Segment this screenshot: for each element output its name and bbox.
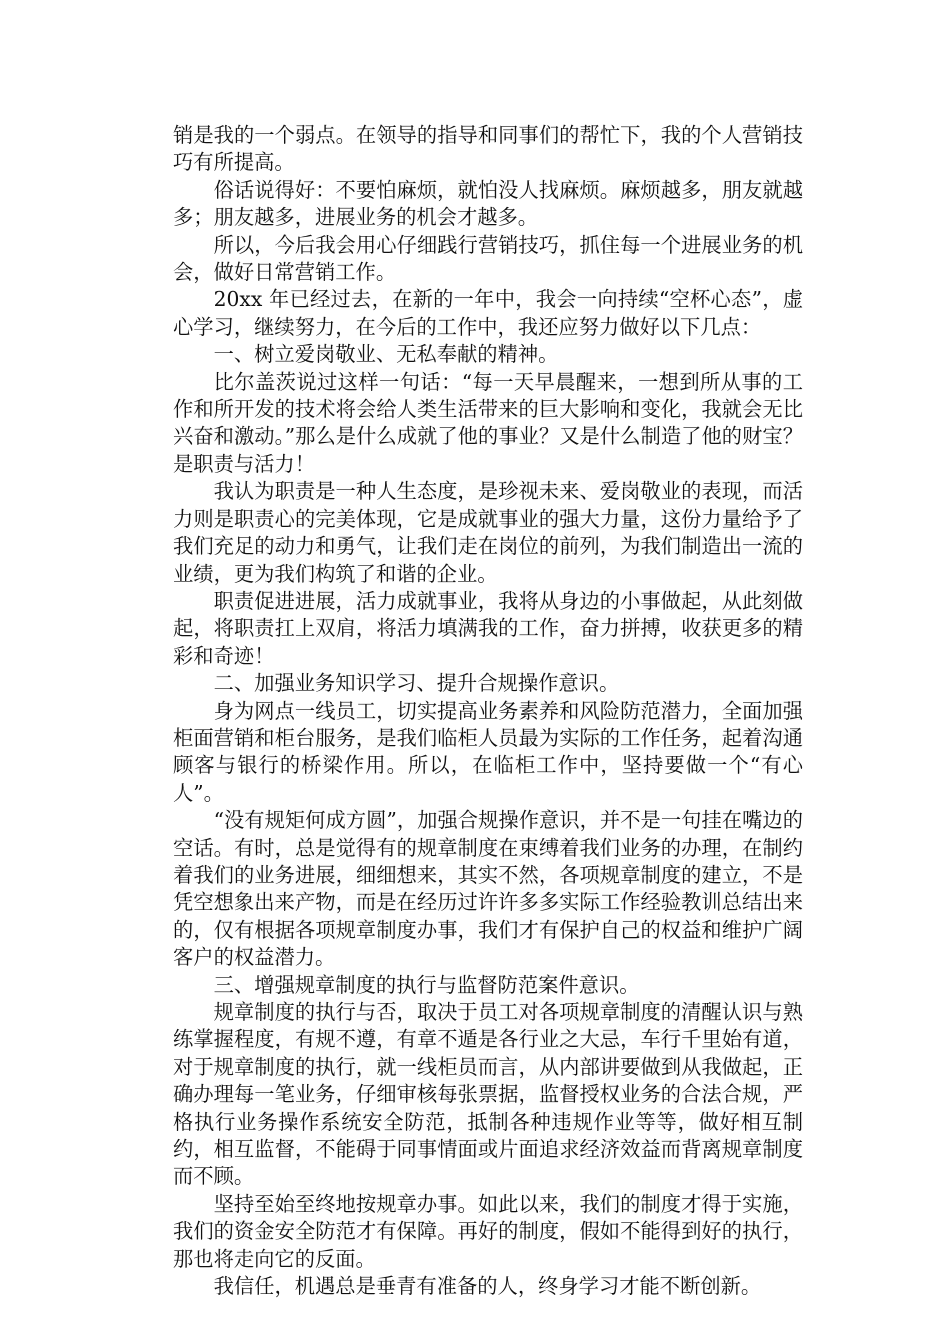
paragraph: 20xx 年已经过去，在新的一年中，我会一向持续“空杯心态”，虚心学习，继续努力，在今后的工作中，我还应努力做好以下几点：: [173, 287, 803, 339]
paragraph: 销是我的一个弱点。在领导的指导和同事们的帮忙下，我的个人营销技巧有所提高。: [173, 123, 803, 175]
section-heading: 三、增强规章制度的执行与监督防范案件意识。: [213, 972, 640, 997]
paragraph: 身为网点一线员工，切实提高业务素养和风险防范潜力，全面加强柜面营销和柜台服务，是我们临柜人员最为实际的工作任务，起着沟通顾客与银行的桥梁作用。所以，在临柜工作中，坚持要做一个“有心人”。: [173, 698, 803, 805]
document-body: [173, 122, 803, 1300]
paragraph: 职责促进进展，活力成就事业，我将从身边的小事做起，从此刻做起，将职责扛上双肩，将活力填满我的工作，奋力拼搏，收获更多的精彩和奇迹！: [173, 588, 803, 668]
paragraph: 坚持至始至终地按规章办事。如此以来，我们的制度才得于实施，我们的资金安全防范才有保障。再好的制度，假如不能得到好的执行，那也将走向它的反面。: [173, 1191, 803, 1271]
paragraph: 俗话说得好：不要怕麻烦，就怕没人找麻烦。麻烦越多，朋友就越多；朋友越多，进展业务的机会才越多。: [173, 177, 803, 230]
paragraph: 我认为职责是一种人生态度，是珍视未来、爱岗敬业的表现，而活力则是职责心的完美体现，它是成就事业的强大力量，这份力量给予了我们充足的动力和勇气，让我们走在岗位的前列，为我们制造出一流的业绩，更为我们构筑了和谐的企业。: [173, 479, 803, 586]
paragraph: 比尔盖茨说过这样一句话：“每一天早晨醒来，一想到所从事的工作和所开发的技术将会给人类生活带来的巨大影响和变化，我就会无比兴奋和激动。”那么是什么成就了他的事业？又是什么制造了他的财宝？是职责与活力！: [173, 369, 803, 476]
paragraph: 所以，今后我会用心仔细践行营销技巧，抓住每一个进展业务的机会，做好日常营销工作。: [173, 232, 803, 285]
section-heading: 一、树立爱岗敬业、无私奉献的精神。: [213, 342, 559, 367]
paragraph: 规章制度的执行与否，取决于员工对各项规章制度的清醒认识与熟练掌握程度，有规不遵，有章不遁是各行业之大忌，车行千里始有道，对于规章制度的执行，就一线柜员而言，从内部讲要做到从我做起，正确办理每一笔业务，仔细审核每张票据，监督授权业务的合法合规，严格执行业务操作系统安全防范，抵制各种违规作业等等，做好相互制约，相互监督，不能碍于同事情面或片面追求经济效益而背离规章制度而不顾。: [173, 1000, 803, 1189]
paragraph: 我信任，机遇总是垂青有准备的人，终身学习才能不断创新。: [213, 1274, 762, 1299]
section-heading: 二、加强业务知识学习、提升合规操作意识。: [213, 671, 620, 696]
paragraph: “没有规矩何成方圆”，加强合规操作意识，并不是一句挂在嘴边的空话。有时，总是觉得有的规章制度在束缚着我们业务的办理，在制约着我们的业务进展，细细想来，其实不然，各项规章制度的建立，不是凭空想象出来产物，而是在经历过许许多多实际工作经验教训总结出来的，仅有根据各项规章制度办事，我们才有保护自己的权益和维护广阔客户的权益潜力。: [173, 808, 803, 970]
